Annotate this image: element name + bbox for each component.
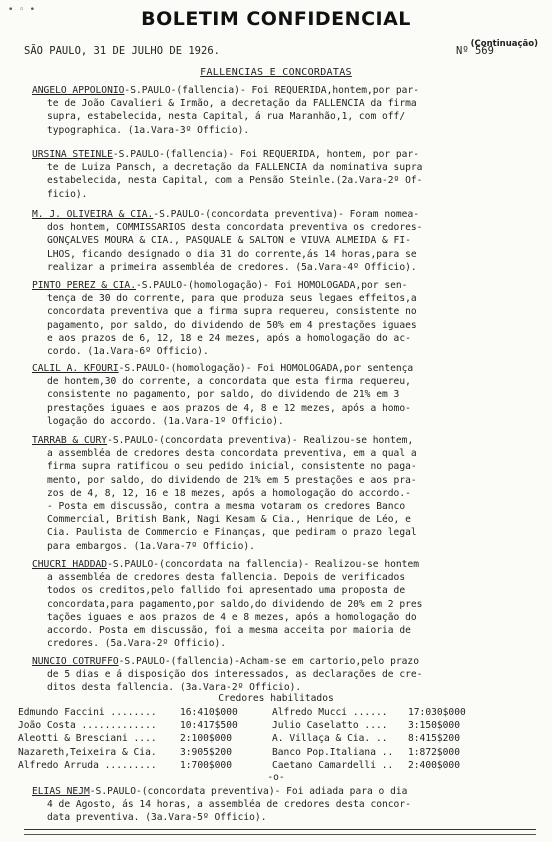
entry-line: mento, por saldo, do dividendo de 21% em 5 prestações e aos pra- <box>47 474 417 486</box>
continuation-label: (Continuação) <box>470 39 538 49</box>
entry-elias-nejm <box>32 785 540 825</box>
claim-amount: 1:700$000 <box>180 759 232 771</box>
entry-line: -S.PAULO-(concordata preventiva)- Foi adiada para o dia <box>89 786 408 797</box>
entry-line: para embargos. (1a.Vara-7º Officio). <box>47 540 255 552</box>
entry-nuncio-cotruffo <box>32 655 540 695</box>
creditor-name: Nazareth,Teixeira & Cia. <box>18 746 157 758</box>
creditor-name: Edmundo Faccini ........ <box>18 707 157 718</box>
claim-amount: 2:100$000 <box>180 733 232 745</box>
creditor-name: João Costa ............. <box>18 720 157 732</box>
entry-line: -S.PAULO-(homologação)- Foi HOMOLOGADA,por sentença <box>118 363 414 374</box>
claim-amount: 2:400$000 <box>408 759 460 771</box>
entry-head: TARRAB & CURY <box>32 435 108 446</box>
creditor-name: Alfredo Mucci ...... <box>272 707 388 718</box>
entry-line: -S.PAULO-(concordata preventiva)- Realizou-se hontem, <box>107 435 414 446</box>
entry-mj-oliveira <box>32 208 540 274</box>
creditor-name: Caetano Camardelli .. <box>272 759 394 771</box>
entry-line: te de João Cavalieri & Irmão, a decretação da FALLENCIA da firma <box>47 98 417 110</box>
entry-line: a assembléa de credores desta concordata preventiva, em a qual a <box>47 448 417 460</box>
section-heading: FALLENCIAS E CONCORDATAS <box>200 67 352 78</box>
corner-marks: • ◦ • <box>8 5 36 15</box>
entry-head: NUNCIO COTRUFFO <box>32 656 119 667</box>
entry-head: URSINA STEINLE <box>32 149 113 160</box>
entry-line: concordata preventiva que a firma supra requereu, consistente no <box>47 306 417 318</box>
entry-line: 4 de Agosto, ás 14 horas, a assembléa de credores desta concor- <box>47 799 411 811</box>
claims-table <box>18 706 548 772</box>
entry-line: -S.PAULO-(fallencia)- Foi REQUERIDA, hontem, por par- <box>112 149 419 160</box>
creditor-name: A. Villaça & Cia. .. <box>272 733 388 745</box>
claims-row <box>18 719 548 732</box>
entry-line: LHOS, ficando designado o dia 31 do corrente,ás 14 horas,para se <box>47 248 417 260</box>
creditor-name: Aleotti & Bresciani .... <box>18 733 157 745</box>
entry-line: supra, estabelecida, nesta Capital, á rua Maranhão,1, com off/ <box>47 111 406 123</box>
entry-line: de 5 dias e á disposição dos interessados, as declarações de cre- <box>47 669 423 681</box>
bulletin-number: Nº 569 <box>456 45 494 57</box>
entry-line: ficio). <box>47 188 88 200</box>
claims-row <box>18 746 548 759</box>
entry-line: de hontem,30 do corrente, a concordata que esta firma requereu, <box>47 376 411 388</box>
entry-line: firma supra ratificou o seu pedido inicial, consistente no paga- <box>47 461 417 473</box>
entry-line: GONÇALVES MOURA & CIA., PASQUALE & SALTON e VIUVA ALMEIDA & FI- <box>47 235 411 247</box>
claim-amount: 17:030$000 <box>408 707 466 718</box>
entry-head: ANGELO APPOLONIO <box>32 85 125 96</box>
entry-line: Cia. Paulista de Commercio e Finanças, que pediram o prazo legal <box>47 527 417 539</box>
entry-line: tações iguaes e aos prazos de 4 e 8 mezes, após a homologação do <box>47 611 417 623</box>
entry-head: ELIAS NEJM <box>32 786 90 797</box>
entry-line: zos de 4, 8, 12, 16 e 18 mezes, após a homologação do accordo.- <box>47 487 411 499</box>
entry-line: tença de 30 do corrente, para que produza seus legaes effeitos,a <box>47 293 417 305</box>
entry-line: -S.PAULO-(concordata preventiva)- Foram nomea- <box>153 209 419 220</box>
claim-amount: 3:905$200 <box>180 746 232 758</box>
creditor-name: Alfredo Arruda ......... <box>18 759 157 771</box>
entry-angelo-appolonio <box>32 84 540 137</box>
creditor-name: Julio Caselatto .... <box>272 720 388 732</box>
entry-line: dos hontem, COMMISSARIOS desta concordata preventiva os credores- <box>47 222 423 234</box>
claim-amount: 8:415$200 <box>408 733 460 745</box>
entry-line: -S.PAULO-(fallencia)-Acham-se em cartorio,pelo prazo <box>118 656 419 667</box>
entry-head: CALIL A. KFOURI <box>32 363 119 374</box>
bottom-rule-lower <box>24 834 536 835</box>
claim-amount: 10:417$500 <box>180 720 238 732</box>
entry-head: M. J. OLIVEIRA & CIA. <box>32 209 154 220</box>
entry-head: CHUCRI HADDAD <box>32 559 108 570</box>
section-separator: -o- <box>267 772 285 783</box>
entry-line: data preventiva. (3a.Vara-5º Officio). <box>47 812 267 824</box>
dateline: SÃO PAULO, 31 DE JULHO DE 1926. <box>24 45 220 57</box>
bottom-rule <box>24 829 536 830</box>
entry-line: credores. (5a.Vara-2º Officio). <box>47 638 227 650</box>
bulletin-title: BOLETIM CONFIDENCIAL <box>141 8 411 30</box>
entry-pinto-perez <box>32 279 540 358</box>
entry-line: Commercial, British Bank, Nagi Kesam & Cia., Henrique de Léo, e <box>47 514 411 526</box>
creditor-name: Banco Pop.Italiana .. <box>272 746 394 758</box>
entry-line: -S.PAULO-(concordata na fallencia)- Realizou-se hontem <box>107 559 419 570</box>
claims-title: Credores habilitados <box>218 693 334 704</box>
entry-line: concordata,para pagamento,por saldo,do dividendo de 20% em 2 pres <box>47 598 423 610</box>
entry-line: accordo. Posta em discussão, foi a mesma acceita por maioria de <box>47 625 411 637</box>
entry-line: te de Luiza Pansch, a decretação da FALLENCIA da nominativa supra <box>47 162 423 174</box>
claims-row <box>18 759 548 772</box>
entry-head: PINTO PEREZ & CIA. <box>32 280 136 291</box>
entry-line: estabelecida, nesta Capital, com a Pensão Steinle.(2a.Vara-2º Of- <box>47 175 423 187</box>
entry-line: prestações iguaes e aos prazos de 4, 8 e 12 mezes, após a homo- <box>47 402 411 414</box>
entry-line: typographica. (1a.Vara-3º Officio). <box>47 124 250 136</box>
entry-calil-kfouri <box>32 362 540 428</box>
entry-ursina-steinle <box>32 148 540 201</box>
entry-line: ditos desta fallencia. (3a.Vara-2º Officio). <box>47 682 302 694</box>
entry-tarrab-cury <box>32 434 540 553</box>
entry-line: cordo. (1a.Vara-6º Officio). <box>47 346 209 358</box>
claim-amount: 1:872$000 <box>408 746 460 758</box>
claim-amount: 3:150$000 <box>408 720 460 732</box>
entry-line: pagamento, por saldo, do dividendo de 50% em 4 prestações iguaes <box>47 319 417 331</box>
claims-row <box>18 706 548 719</box>
entry-line: logação do accordo. (1a.Vara-1º Officio). <box>47 415 284 427</box>
claim-amount: 16:410$000 <box>180 707 238 718</box>
claims-row <box>18 732 548 745</box>
entry-line: e aos prazos de 6, 12, 18 e 24 mezes, após a homologação do ac- <box>47 332 411 344</box>
entry-line: todos os creditos,pelo fallido foi apresentado uma proposta de <box>47 585 406 597</box>
entry-line: -S.PAULO-(homologação)- Foi HOMOLOGADA,por sen- <box>135 280 408 291</box>
entry-line: realizar a primeira assembléa de credores. (5a.Vara-4º Officio). <box>47 261 417 273</box>
entry-line: - Posta em discussão, contra a mesma votaram os credores Banco <box>47 501 406 513</box>
entry-chucri-haddad <box>32 558 540 650</box>
entry-line: consistente no pagamento, por saldo, do dividendo de 21% em 3 <box>47 389 400 401</box>
entry-line: a assembléa de credores desta fallencia. Depois de verificados <box>47 572 406 584</box>
entry-line: -S.PAULO-(fallencia)- Foi REQUERIDA,hontem,por par- <box>124 85 419 96</box>
